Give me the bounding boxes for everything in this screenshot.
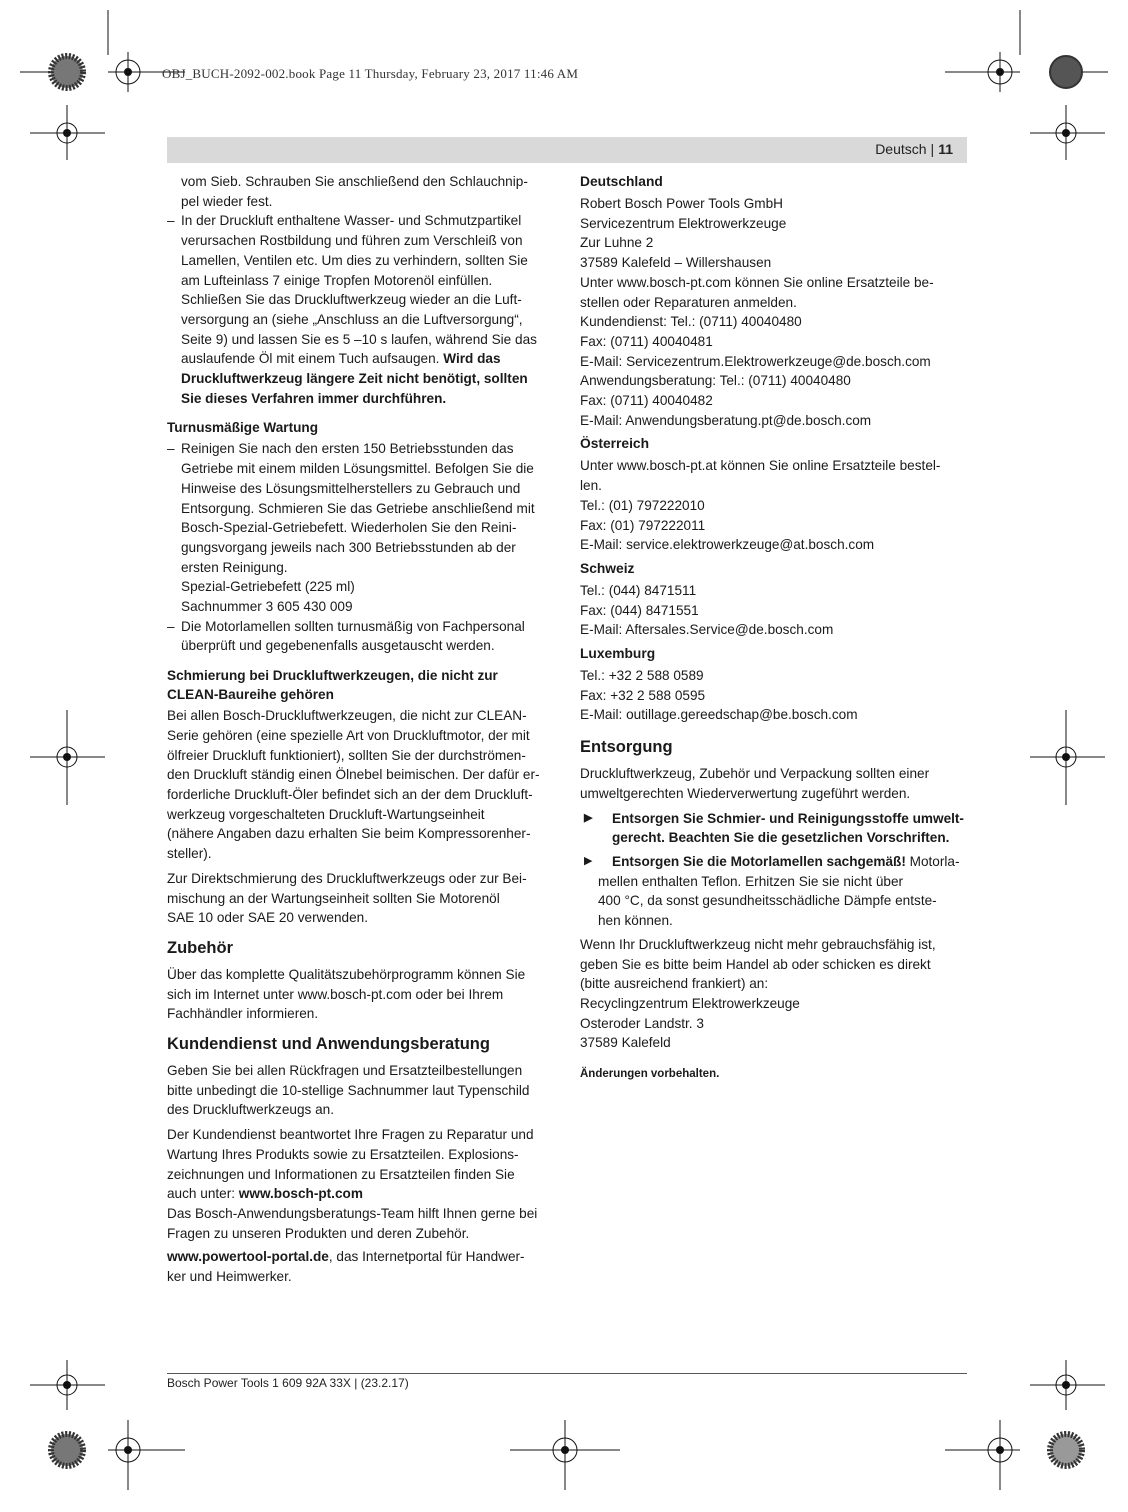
bullet-triangle-icon: ▶ xyxy=(584,811,593,824)
text-run: Motorla- xyxy=(905,853,960,869)
text-line: überprüft und gegebenenfalls ausgetauscht werden. xyxy=(181,638,495,654)
text-line: E-Mail: Anwendungsberatung.pt@de.bosch.com xyxy=(580,412,872,428)
text-line: Fachhändler informieren. xyxy=(167,1006,319,1022)
text-line: Getriebe mit einem milden Lösungsmittel. Befolgen Sie die xyxy=(181,461,534,477)
text-line: Unter www.bosch-pt.at können Sie online Ersatzteile bestel- xyxy=(580,458,941,474)
text-line xyxy=(167,1184,555,1204)
text-line: zeichnungen und Informationen zu Ersatzteilen finden Sie xyxy=(167,1166,515,1182)
text-line: – Reinigen Sie nach den ersten 150 Betriebsstunden das xyxy=(181,441,514,457)
intro-paragraph xyxy=(167,172,555,211)
text-line: Fax: (0711) 40040482 xyxy=(580,393,713,409)
text-line: Tel.: (01) 797222010 xyxy=(580,497,705,513)
text-line: Tel.: (044) 8471511 xyxy=(580,582,697,598)
text-line: Zur Luhne 2 xyxy=(580,235,654,251)
text-line: ölfreier Druckluft funktioniert), sollten Sie der durchströmen- xyxy=(167,747,526,763)
text-line: geben Sie es bitte beim Handel ab oder schicken es direkt xyxy=(580,956,931,972)
text-line: Wartung Ihres Produkts sowie zu Ersatzteilen. Explosions- xyxy=(167,1146,519,1162)
bold-text: Entsorgen Sie die Motorlamellen sachgemäß! xyxy=(612,853,906,869)
header-language: Deutsch xyxy=(875,141,927,157)
text-line: Druckluftwerkzeug, Zubehör und Verpackung sollten einer xyxy=(580,766,930,782)
text-line: Kundendienst: Tel.: (0711) 40040480 xyxy=(580,314,802,330)
text-line: vom Sieb. Schrauben Sie anschließend den Schlauchnip- xyxy=(181,174,528,189)
text-line: Osteroder Landstr. 3 xyxy=(580,1015,704,1031)
paragraph-portal xyxy=(167,1247,555,1286)
heading-turnusmaessige-wartung: Turnusmäßige Wartung xyxy=(167,420,319,436)
text-line xyxy=(167,1247,555,1267)
text-line: SAE 10 oder SAE 20 verwenden. xyxy=(167,910,369,926)
text-line: mischung an der Wartungseinheit sollten Sie Motorenöl xyxy=(167,890,500,906)
page-number: 11 xyxy=(938,141,953,157)
paragraph-kundendienst-2 xyxy=(167,1125,555,1243)
contact-deutschland xyxy=(580,194,968,430)
text-line: mellen enthalten Teflon. Erhitzen Sie sie nicht über xyxy=(598,873,904,889)
text-line: Fax: (044) 8471551 xyxy=(580,602,699,618)
text-run: auslaufende Öl mit einem Tuch aufsaugen. xyxy=(181,351,440,367)
text-line: Bei allen Bosch-Druckluftwerkzeugen, die nicht zur CLEAN- xyxy=(167,708,527,724)
text-line xyxy=(612,852,968,872)
text-line: gerecht. Beachten Sie die gesetzlichen Vorschriften. xyxy=(612,830,950,846)
warning-item xyxy=(580,852,968,931)
text-line: Zur Direktschmierung des Druckluftwerkzeugs oder zur Bei- xyxy=(167,870,527,886)
text-line: Spezial-Getriebefett (225 ml) xyxy=(181,579,355,595)
list-item xyxy=(167,617,555,656)
text-line: Sachnummer 3 605 430 009 xyxy=(181,599,353,615)
text-line: 37589 Kalefeld – Willershausen xyxy=(580,255,772,271)
text-line: Anwendungsberatung: Tel.: (0711) 40040480 xyxy=(580,373,851,389)
text-line: Recyclingzentrum Elektrowerkzeuge xyxy=(580,995,800,1011)
text-line: Entsorgung. Schmieren Sie das Getriebe anschließend mit xyxy=(181,500,535,516)
heading-line: CLEAN-Baureihe gehören xyxy=(167,687,334,703)
bold-text-line: Druckluftwerkzeug längere Zeit nicht benötigt, sollten xyxy=(181,371,528,387)
page-header xyxy=(167,137,967,163)
text-line: werkzeug vorgeschalteten Druckluft-Wartungseinheit xyxy=(167,806,485,822)
powertool-portal-link[interactable]: www.powertool-portal.de xyxy=(167,1249,329,1265)
contact-schweiz xyxy=(580,581,968,640)
text-line: Fragen zu unseren Produkten und deren Zubehör. xyxy=(167,1225,470,1241)
contact-oesterreich xyxy=(580,456,968,555)
heading-schmierung xyxy=(167,666,555,704)
text-line: steller). xyxy=(167,846,212,862)
heading-kundendienst: Kundendienst und Anwendungsberatung xyxy=(167,1035,490,1054)
text-line: Fax: +32 2 588 0595 xyxy=(580,687,706,703)
text-line: Entsorgen Sie Schmier- und Reinigungsstoffe umwelt- xyxy=(612,810,964,826)
text-line: Servicezentrum Elektrowerkzeuge xyxy=(580,215,787,231)
text-line: Hinweise des Lösungsmittelherstellers zu Gebrauch und xyxy=(181,480,521,496)
text-line: (nähere Angaben dazu erhalten Sie beim Kompressorenher- xyxy=(167,826,531,842)
text-line: am Lufteinlass 7 einige Tropfen Motorenöl einfüllen. xyxy=(181,272,493,288)
paragraph-entsorgung-1 xyxy=(580,764,968,803)
heading-line: Schmierung bei Druckluftwerkzeugen, die nicht zur xyxy=(167,668,498,684)
text-line: – In der Druckluft enthaltene Wasser- und Schmutzpartikel xyxy=(181,213,522,229)
text-line xyxy=(181,349,555,369)
paragraph-kundendienst-1 xyxy=(167,1061,555,1120)
text-line: Das Bosch-Anwendungsberatungs-Team hilft Ihnen gerne bei xyxy=(167,1205,538,1221)
contact-luxemburg xyxy=(580,666,968,725)
heading-luxemburg: Luxemburg xyxy=(580,646,656,662)
text-line: ker und Heimwerker. xyxy=(167,1269,292,1285)
text-line: Lamellen, Ventilen etc. Um dies zu verhindern, sollten Sie xyxy=(181,252,528,268)
bosch-pt-link[interactable]: www.bosch-pt.com xyxy=(238,1186,363,1202)
text-line: Unter www.bosch-pt.com können Sie online Ersatzteile be- xyxy=(580,274,934,290)
text-line: Über das komplette Qualitätszubehörprogramm können Sie xyxy=(167,966,526,982)
footer-text: Bosch Power Tools 1 609 92A 33X | (23.2.17) xyxy=(167,1376,409,1390)
text-line: Robert Bosch Power Tools GmbH xyxy=(580,196,783,211)
text-line: sich im Internet unter www.bosch-pt.com oder bei Ihrem xyxy=(167,986,504,1002)
text-line: Seite 9) und lassen Sie es 5 –10 s laufen, während Sie das xyxy=(181,331,537,347)
text-line: versorgung an (siehe „Anschluss an die Luftversorgung“, xyxy=(181,311,523,327)
heading-zubehoer: Zubehör xyxy=(167,938,233,957)
heading-entsorgung: Entsorgung xyxy=(580,738,673,757)
text-line: hen können. xyxy=(598,913,673,929)
bold-text-line: Sie dieses Verfahren immer durchführen. xyxy=(181,390,447,406)
right-column xyxy=(580,172,968,1085)
text-line: Tel.: +32 2 588 0589 xyxy=(580,668,704,684)
header-text: Deutsch | 11 xyxy=(875,141,953,157)
text-line: ersten Reinigung. xyxy=(181,559,288,575)
text-line: Wenn Ihr Druckluftwerkzeug nicht mehr gebrauchsfähig ist, xyxy=(580,936,936,952)
paragraph-schmierung xyxy=(167,706,555,864)
bold-text: Wird das xyxy=(443,351,501,367)
text-line: Fax: (01) 797222011 xyxy=(580,517,706,533)
text-run: , das Internetportal für Handwer- xyxy=(328,1249,525,1265)
footer-rule xyxy=(167,1373,967,1374)
warning-item xyxy=(580,809,968,848)
text-line: E-Mail: service.elektrowerkzeuge@at.bosch.com xyxy=(580,537,875,553)
text-line: stellen oder Reparaturen anmelden. xyxy=(580,294,797,310)
heading-schweiz: Schweiz xyxy=(580,560,635,576)
text-line: umweltgerechten Wiederverwertung zugeführt werden. xyxy=(580,785,911,801)
list-item xyxy=(167,211,555,408)
paragraph-entsorgung-2 xyxy=(580,935,968,1053)
text-line: 37589 Kalefeld xyxy=(580,1035,671,1051)
text-line: des Druckluftwerkzeugs an. xyxy=(167,1102,334,1118)
text-line: pel wieder fest. xyxy=(181,193,273,209)
text-line: E-Mail: Aftersales.Service@de.bosch.com xyxy=(580,622,834,638)
text-line: len. xyxy=(580,478,602,494)
paragraph-direktschmierung xyxy=(167,869,555,928)
text-line: bitte unbedingt die 10-stellige Sachnummer laut Typenschild xyxy=(167,1082,530,1098)
text-run: auch unter: xyxy=(167,1186,236,1202)
text-line: Serie gehören (eine spezielle Art von Druckluftmotor, der mit xyxy=(167,727,530,743)
paragraph-zubehoer xyxy=(167,965,555,1024)
text-line: gungsvorgang jeweils nach 300 Betriebsstunden ab der xyxy=(181,539,516,555)
text-line: E-Mail: Servicezentrum.Elektrowerkzeuge@de.bosch.com xyxy=(580,353,931,369)
print-slug: OBJ_BUCH-2092-002.book Page 11 Thursday, February 23, 2017 11:46 AM xyxy=(162,66,579,81)
text-line: Fax: (0711) 40040481 xyxy=(580,333,713,349)
heading-oesterreich: Österreich xyxy=(580,436,650,452)
text-line: – Die Motorlamellen sollten turnusmäßig von Fachpersonal xyxy=(181,618,525,634)
left-column xyxy=(167,172,555,1292)
text-line: Der Kundendienst beantwortet Ihre Fragen zu Reparatur und xyxy=(167,1127,534,1143)
text-line: verursachen Rostbildung und führen zum Verschleiß von xyxy=(181,233,523,249)
text-line: forderliche Druckluft-Öler befindet sich an der dem Druckluft- xyxy=(167,786,533,802)
heading-deutschland: Deutschland xyxy=(580,174,663,189)
text-line: (bitte ausreichend frankiert) an: xyxy=(580,976,769,992)
text-line: Bosch-Spezial-Getriebefett. Wiederholen Sie den Reini- xyxy=(181,520,517,536)
text-line: Geben Sie bei allen Rückfragen und Ersatzteilbestellungen xyxy=(167,1063,523,1079)
changes-reserved-note: Änderungen vorbehalten. xyxy=(580,1068,720,1081)
text-line: den Druckluft ständig einen Ölnebel beimischen. Der dafür er- xyxy=(167,767,540,783)
text-line: 400 °C, da sonst gesundheitsschädliche Dämpfe entste- xyxy=(598,893,937,909)
bullet-triangle-icon: ▶ xyxy=(584,854,593,867)
text-line: Schließen Sie das Druckluftwerkzeug wieder an die Luft- xyxy=(181,292,522,308)
list-item xyxy=(167,439,555,616)
text-line: E-Mail: outillage.gereedschap@be.bosch.com xyxy=(580,707,858,723)
